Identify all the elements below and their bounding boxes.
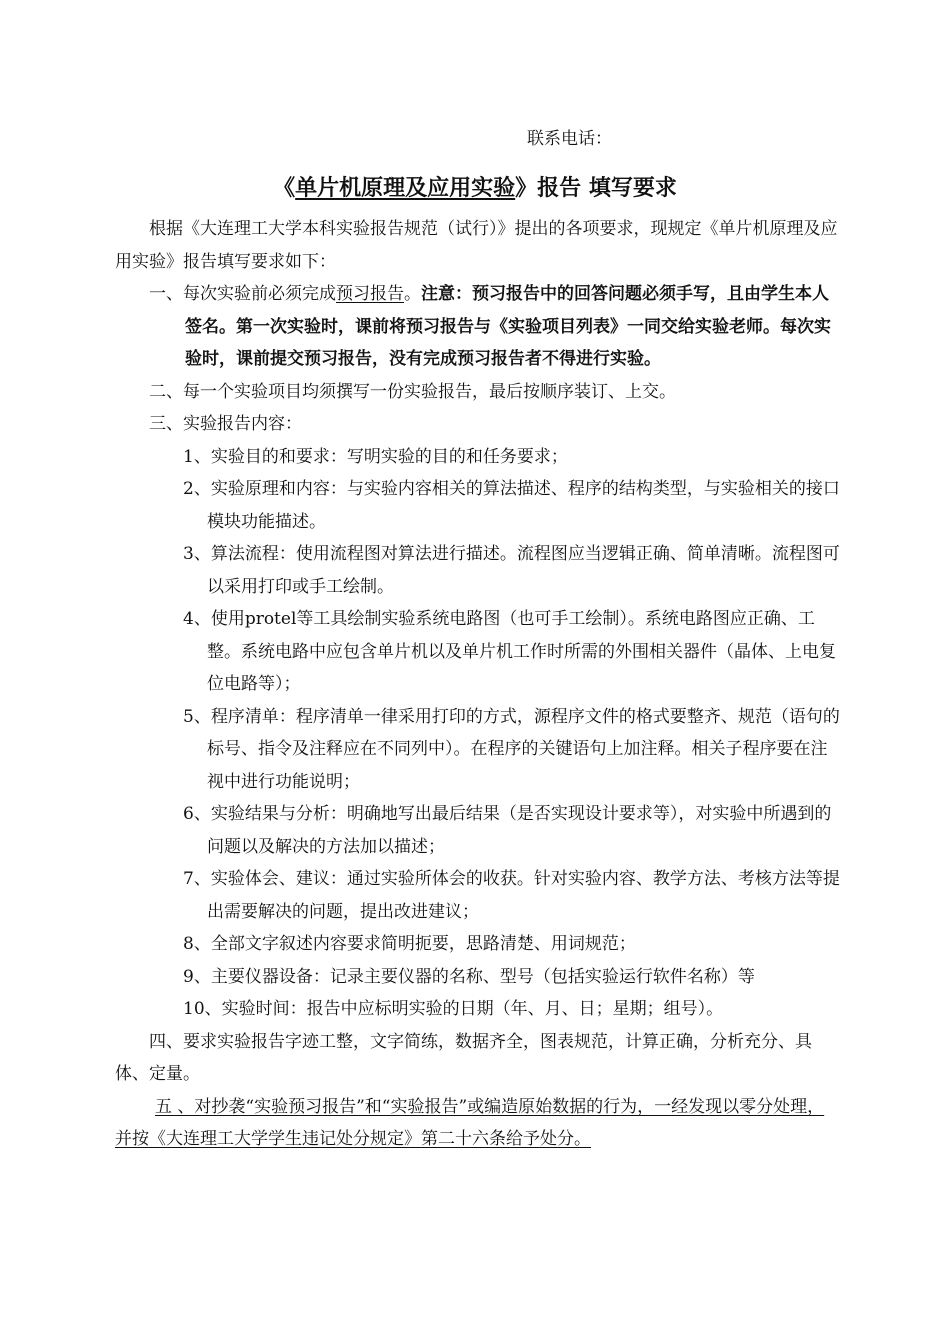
document-title bbox=[0, 174, 950, 204]
list-item: 6、实验结果与分析：明确地写出最后结果（是否实现设计要求等），对实验中所遇到的问题以及解决的方法加以描述； bbox=[183, 804, 832, 857]
list-item: 9、主要仪器设备：记录主要仪器的名称、型号（包括实验运行软件名称）等 bbox=[183, 966, 755, 987]
section-5-warning: 五 、对抄袭“实验预习报告”和“实验报告”或编造原始数据的行为，一经发现以零分处理，并按《大连理工大学学生违记处分规定》第二十六条给予处分。 bbox=[115, 1096, 825, 1149]
section-1 bbox=[115, 278, 840, 376]
list-item: 1、实验目的和要求：写明实验的目的和任务要求； bbox=[183, 446, 568, 467]
list-item: 2、实验原理和内容：与实验内容相关的算法描述、程序的结构类型，与实验相关的接口模块功能描述。 bbox=[183, 479, 840, 532]
list-item: 3、算法流程：使用流程图对算法进行描述。流程图应当逻辑正确、简单清晰。流程图可以采用打印或手工绘制。 bbox=[183, 544, 840, 597]
list-item: 7、实验体会、建议：通过实验所体会的收获。针对实验内容、教学方法、考核方法等提出需要解决的问题，提出改进建议； bbox=[183, 869, 840, 922]
section-2: 二、每一个实验项目均须撰写一份实验报告，最后按顺序装订、上交。 bbox=[149, 381, 676, 402]
document-body bbox=[115, 213, 840, 1156]
title-course-name: 单片机原理及应用实验 bbox=[295, 176, 516, 201]
section-1-notice: 注意：预习报告中的回答问题必须手写，且由学生本人签名。第一次实验时，课前将预习报告与《实验项目列表》一同交给实验老师。每次实验时，课前提交预习报告，没有完成预习报告者不得进行实验。 bbox=[185, 284, 831, 369]
section-3: 三、实验报告内容： bbox=[149, 414, 302, 434]
list-item: 4、使用protel等工具绘制实验系统电路图（也可手工绘制）。系统电路图应正确、工整。系统电路中应包含单片机以及单片机工作时所需的外围相关器件（晶体、上电复位电路等）； bbox=[183, 609, 836, 694]
section-1-prep-report: 预习报告 bbox=[336, 284, 404, 304]
list-item: 5、程序清单：程序清单一律采用打印的方式，源程序文件的格式要整齐、规范（语句的标号、指令及注释应在不同列中）。在程序的关键语句上加注释。相关子程序要在注视中进行功能说明； bbox=[183, 706, 840, 792]
section-4: 四、要求实验报告字迹工整，文字简练，数据齐全，图表规范，计算正确，分析充分、具体、定量。 bbox=[115, 1031, 812, 1084]
contact-phone-label: 联系电话： bbox=[527, 129, 612, 149]
intro-paragraph: 根据《大连理工大学本科实验报告规范（试行）》提出的各项要求，现规定《单片机原理及应用实验》报告填写要求如下： bbox=[115, 219, 838, 272]
title-prefix: 《 bbox=[273, 176, 296, 201]
section-1-lead: 一、每次实验前必须完成 bbox=[149, 284, 336, 304]
section-3-items bbox=[115, 441, 840, 1026]
section-1-period: 。 bbox=[404, 284, 421, 304]
title-suffix: 》报告 填写要求 bbox=[515, 176, 677, 201]
list-item: 10、实验时间：报告中应标明实验的日期（年、月、日；星期；组号）。 bbox=[183, 999, 724, 1019]
list-item: 8、全部文字叙述内容要求简明扼要，思路清楚、用词规范； bbox=[183, 934, 636, 954]
